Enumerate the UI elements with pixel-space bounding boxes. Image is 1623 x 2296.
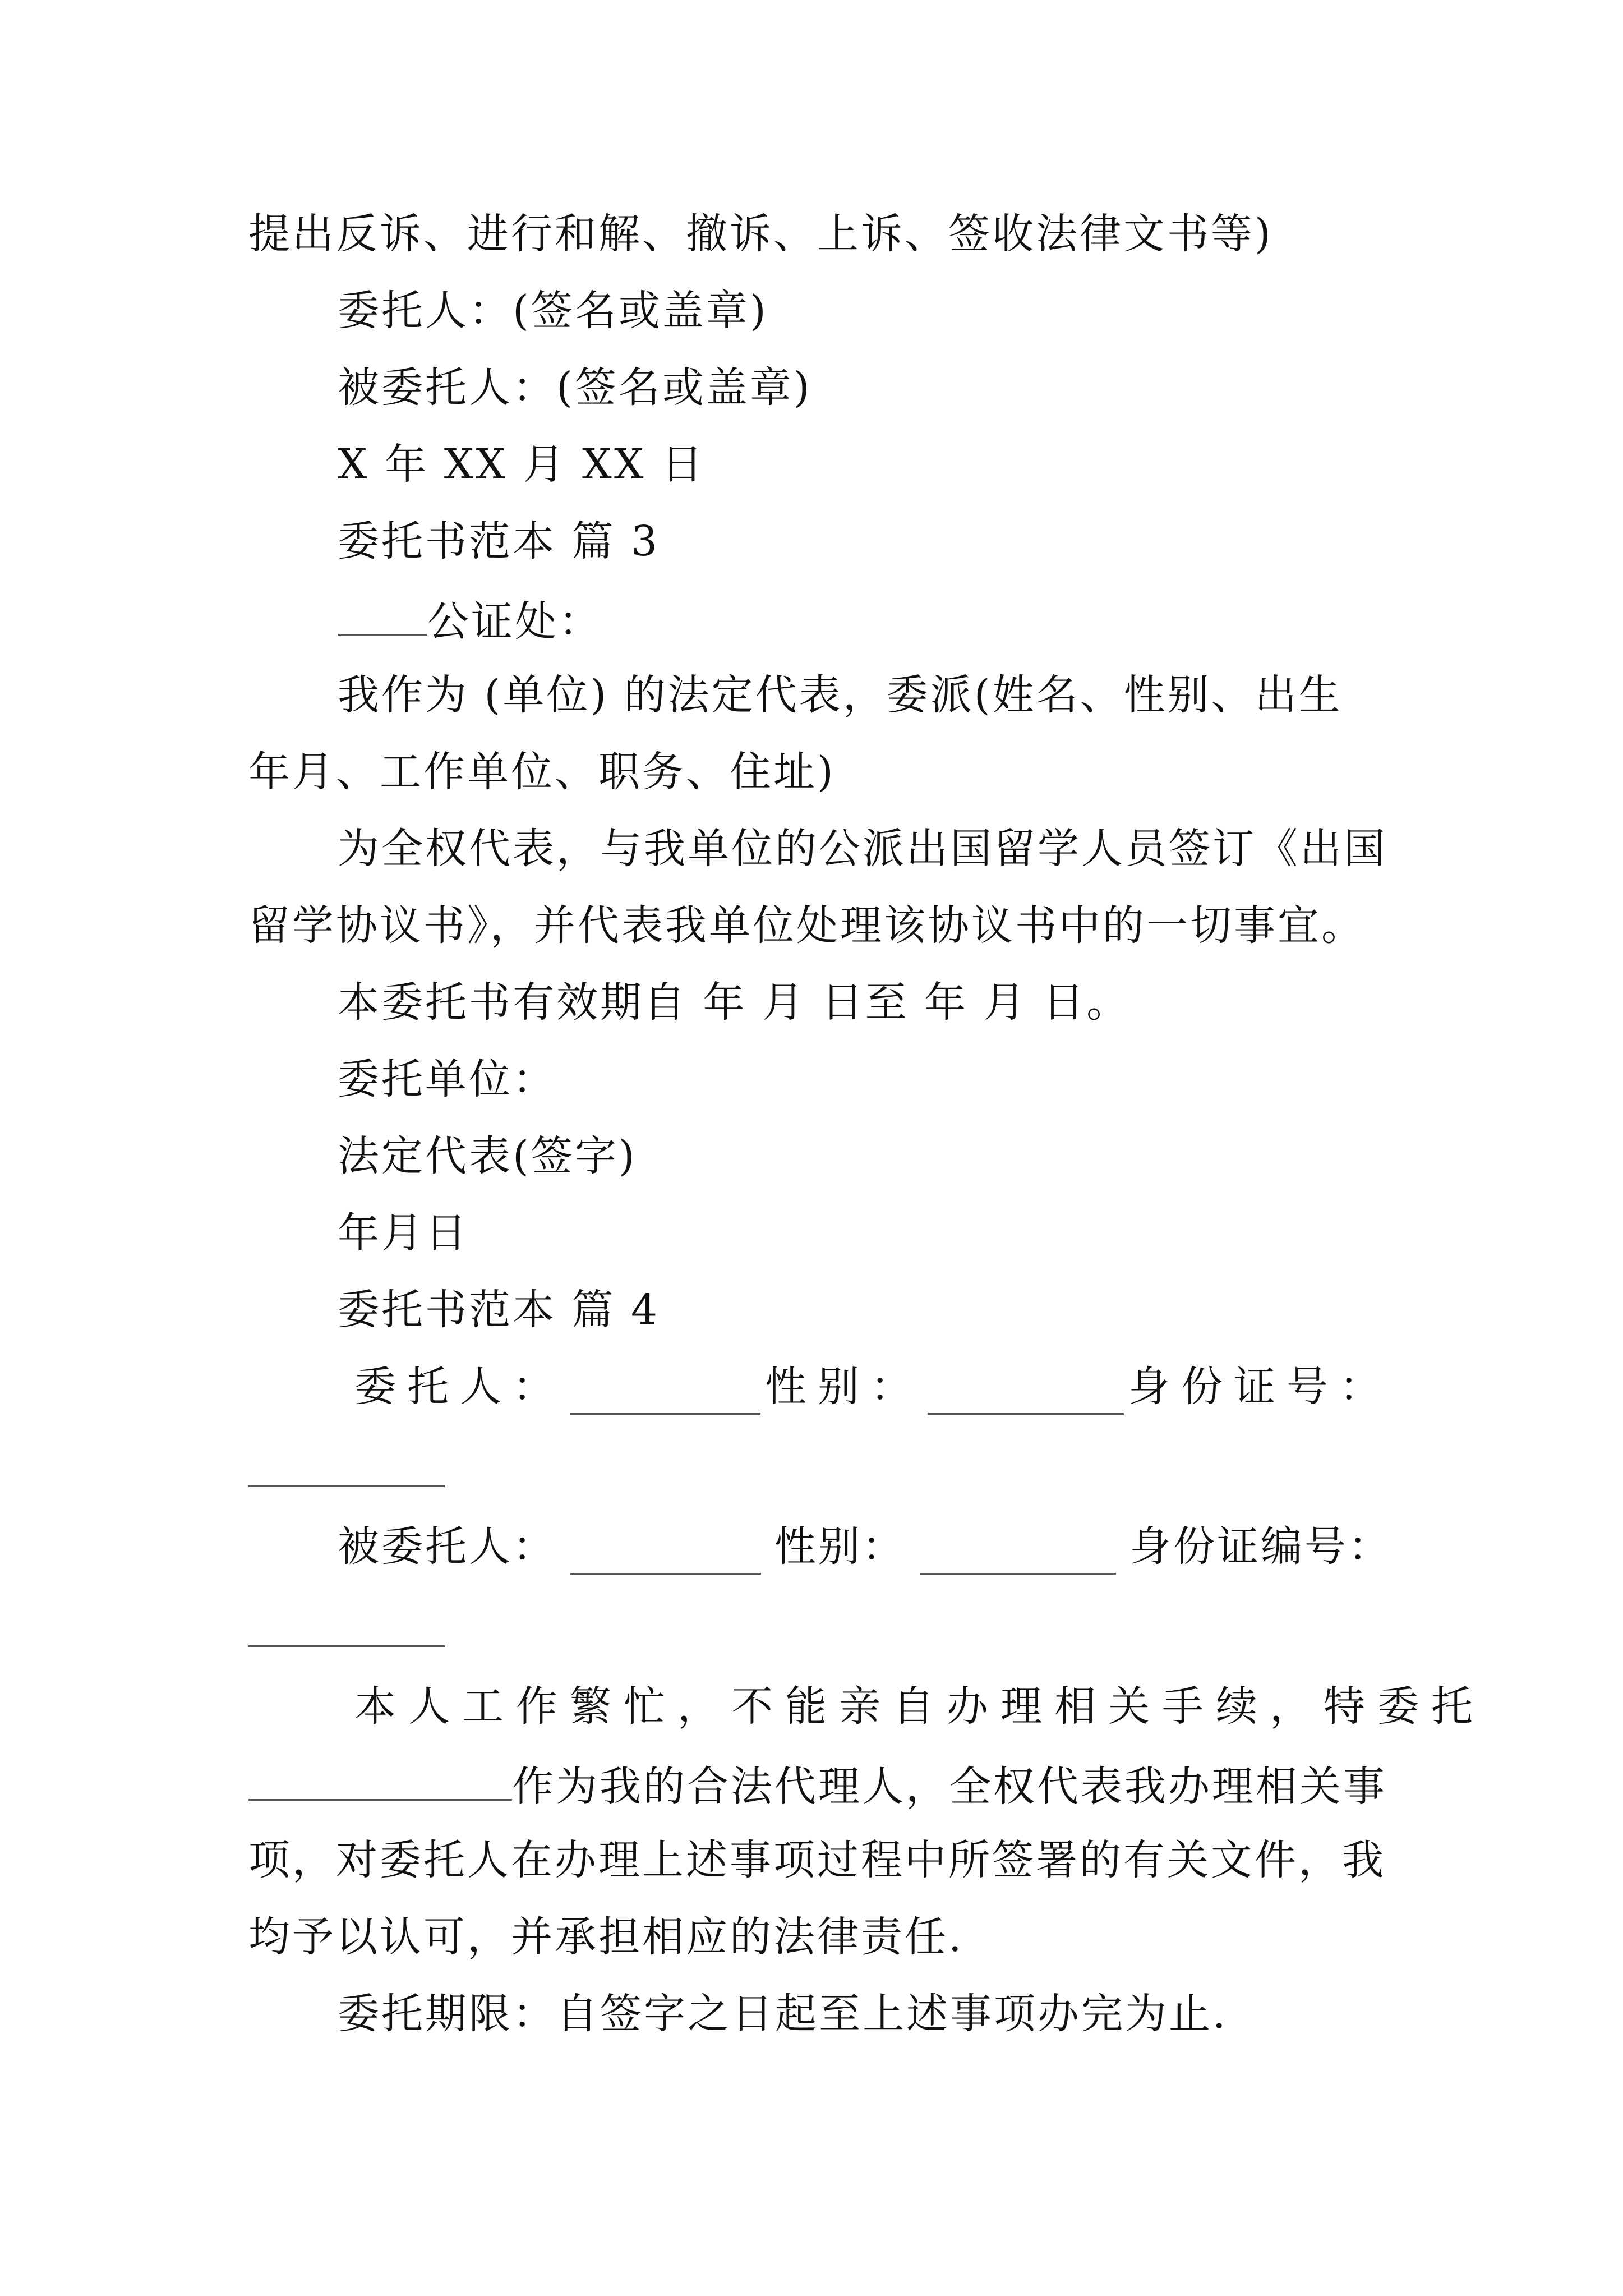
- text-content: 公证处：: [427, 597, 602, 646]
- blank-field: [248, 1755, 512, 1801]
- text-content: 委托期限：自签字之日起至上述事项办完为止.: [338, 1990, 1228, 2038]
- blank-field: [248, 1485, 445, 1487]
- term-line: [338, 1986, 1392, 2042]
- label-gender: 性别：: [774, 1522, 906, 1571]
- text-content: 委托人：(签名或盖章): [338, 287, 768, 335]
- text-line: [248, 1755, 1393, 1815]
- blank-field: [570, 1369, 760, 1415]
- text-line: [338, 667, 1392, 723]
- label-principal: 委托人：: [354, 1363, 565, 1411]
- text-content: 本人工作繁忙，不能亲自办理相关手续，特委托: [354, 1682, 1485, 1731]
- text-content: 留学协议书》，并代表我单位处理该协议书中的一切事宜。: [248, 901, 1365, 950]
- principal-signature-line: [338, 283, 1392, 339]
- text-line: [338, 1205, 1392, 1261]
- addressee-line: [338, 590, 1392, 650]
- text-content: 作为我的合法代理人，全权代表我办理相关事: [512, 1763, 1387, 1811]
- text-content: 我作为 (单位) 的法定代表，委派(姓名、性别、出生: [338, 671, 1343, 719]
- text-content: 被委托人：(签名或盖章): [338, 364, 812, 412]
- text-content: 本委托书有效期自 年 月 日至 年 月 日。: [338, 978, 1131, 1027]
- text-line: [338, 821, 1392, 877]
- text-line: [248, 898, 1393, 954]
- date-line: [338, 436, 1392, 493]
- text-content: 委托书范本 篇 4: [338, 1286, 660, 1334]
- text-content: 提出反诉、进行和解、撤诉、上诉、签收法律文书等): [248, 210, 1273, 258]
- blank-field: [248, 1645, 445, 1647]
- text-line: [248, 744, 1393, 800]
- validity-line: [338, 974, 1392, 1030]
- text-content: 为全权代表，与我单位的公派出国留学人员签订《出国: [338, 825, 1387, 873]
- text-line: [248, 1832, 1393, 1888]
- text-line: [338, 1051, 1392, 1107]
- text-content: 均予以认可，并承担相应的法律责任.: [248, 1913, 964, 1961]
- text-content: 委托单位：: [338, 1055, 556, 1103]
- text-content: 年月日: [338, 1209, 469, 1257]
- text-content: 法定代表(签字): [338, 1132, 637, 1180]
- text-content: 年月、工作单位、职务、住址): [248, 748, 836, 796]
- text-line: [354, 1678, 1485, 1734]
- label-agent: 被委托人：: [338, 1522, 556, 1571]
- label-id-number: 身份证号：: [1128, 1363, 1392, 1411]
- principal-info-line: [354, 1359, 1392, 1415]
- blank-field: [570, 1529, 761, 1575]
- text-content: X 年 XX 月 XX 日: [338, 440, 706, 489]
- agent-info-line: [338, 1519, 1392, 1575]
- blank-field: [920, 1529, 1116, 1575]
- blank-field: [338, 590, 427, 636]
- text-content: 项，对委托人在办理上述事项过程中所签署的有关文件，我: [248, 1836, 1386, 1884]
- blank-field: [928, 1369, 1124, 1415]
- label-id-number: 身份证编号：: [1129, 1522, 1392, 1571]
- label-gender: 性别：: [765, 1363, 923, 1411]
- text-line: [248, 206, 1393, 262]
- text-content: 委托书范本 篇 3: [338, 517, 660, 565]
- agent-signature-line: [338, 360, 1392, 416]
- text-line: [248, 1909, 1393, 1965]
- text-line: [338, 1128, 1392, 1184]
- section-heading: [338, 1282, 1392, 1338]
- section-heading: [338, 513, 1392, 569]
